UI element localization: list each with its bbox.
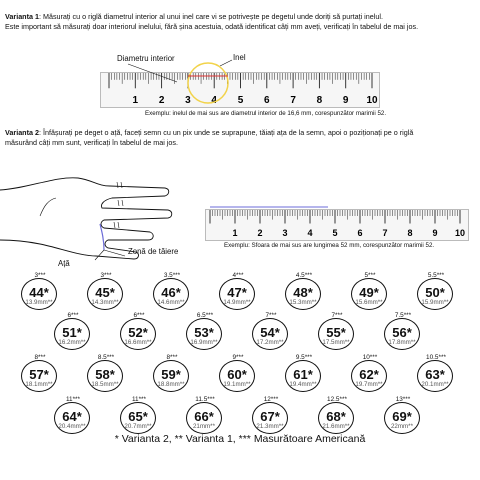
us-size-label: 10.5***: [426, 354, 446, 361]
us-size-label: 4.5***: [295, 272, 313, 279]
ring-size-item: [13, 272, 67, 312]
ruler-number: 10: [454, 228, 466, 238]
variant1-instructions: [5, 12, 475, 31]
variant1-caption: Exemplu: inelul de mai sus are diametrul interior de 16,6 mm, corespunzător marimii 52.: [145, 110, 387, 117]
ring-size-number: 63*: [425, 367, 445, 382]
diameter-pointer-line: [128, 64, 177, 82]
ring-size-item: [244, 396, 298, 436]
us-size-label: 8***: [166, 354, 178, 361]
ring-circle: [188, 63, 228, 103]
us-size-label: 6.5***: [196, 312, 214, 319]
diameter-mm: 20.1mm**: [421, 381, 449, 388]
ruler-number: 7: [290, 95, 296, 106]
ring-size-item: [79, 272, 133, 312]
ring-size-number: 67*: [260, 409, 280, 424]
us-size-label: 3***: [34, 272, 46, 279]
ring-size-item: [211, 354, 265, 394]
ruler-number: 3: [282, 228, 288, 238]
ring-size-number: 65*: [128, 409, 148, 424]
us-size-label: 5***: [364, 272, 376, 279]
ring-size-item: [376, 312, 430, 352]
us-size-label: 7.5***: [394, 312, 412, 319]
ring-size-item: [178, 396, 232, 436]
ring-size-table: [0, 272, 480, 434]
diameter-mm: 21mm**: [192, 423, 215, 430]
ring-size-number: 64*: [62, 409, 82, 424]
us-size-label: 11***: [131, 396, 147, 403]
diameter-mm: 17.2mm**: [256, 339, 284, 346]
diameter-mm: 20.4mm**: [58, 423, 86, 430]
ruler-number: 5: [332, 228, 338, 238]
ring-size-number: 59*: [161, 367, 181, 382]
ring-size-item: [112, 312, 166, 352]
us-size-label: 7***: [331, 312, 343, 319]
ring-size-item: [244, 312, 298, 352]
ring-size-item: [46, 312, 100, 352]
us-size-label: 8.5***: [97, 354, 115, 361]
ring-size-item: [310, 396, 364, 436]
ring-size-number: 53*: [194, 325, 214, 340]
ring-label: Inel: [233, 53, 246, 62]
ruler-number: 9: [432, 228, 438, 238]
diameter-mm: 19.1mm**: [223, 381, 251, 388]
diameter-mm: 15.9mm**: [421, 299, 449, 306]
inner-diameter-label: Diametru interior: [117, 54, 175, 63]
ruler-number: 9: [342, 95, 349, 106]
us-size-label: 4***: [232, 272, 244, 279]
ring-size-number: 61*: [293, 367, 313, 382]
ruler-number: 1: [132, 95, 139, 106]
ring-size-number: 60*: [227, 367, 247, 382]
us-size-label: 11.5***: [195, 396, 215, 403]
ruler-number: 7: [382, 228, 388, 238]
ruler-number: 5: [237, 95, 244, 106]
us-size-label: 12***: [263, 396, 279, 403]
ring-size-number: 56*: [392, 325, 412, 340]
ring-size-item: [145, 354, 199, 394]
diameter-mm: 15.6mm**: [355, 299, 383, 306]
ring-size-item: [46, 396, 100, 436]
ring-size-item: [112, 396, 166, 436]
us-size-label: 12.5***: [327, 396, 347, 403]
ruler-number: 3: [185, 95, 191, 106]
ring-size-number: 68*: [326, 409, 346, 424]
ring-size-number: 52*: [128, 325, 148, 340]
us-size-label: 8***: [34, 354, 46, 361]
ring-size-item: [310, 312, 364, 352]
us-size-label: 9***: [232, 354, 244, 361]
ring-size-number: 50*: [425, 285, 445, 300]
variant2-instructions: [5, 128, 475, 147]
diameter-mm: 17.5mm**: [322, 339, 350, 346]
us-size-label: 9.5***: [295, 354, 313, 361]
diameter-mm: 14.6mm**: [157, 299, 185, 306]
ring-size-number: 57*: [29, 367, 49, 382]
ring-size-number: 69*: [392, 409, 412, 424]
us-size-label: 3.5***: [163, 272, 181, 279]
diameter-mm: 18.5mm**: [91, 381, 119, 388]
variant1-text1: : Măsurați cu o riglă diametrul interior al unui inel care vi se potrivește pe degetul unde doriți să purtați inelul.: [38, 12, 383, 21]
variant2-caption: Exemplu: Sfoara de mai sus are lungimea 52 mm, corespunzător marimii 52.: [224, 242, 435, 249]
ring-size-item: [343, 272, 397, 312]
ruler-variant2-scale: [206, 210, 468, 240]
ruler-number: 4: [307, 228, 313, 238]
ring-size-item: [211, 272, 265, 312]
diameter-mm: 15.3mm**: [289, 299, 317, 306]
ring-size-number: 49*: [359, 285, 379, 300]
ruler-number: 8: [407, 228, 413, 238]
ring-size-item: [79, 354, 133, 394]
ring-size-number: 46*: [161, 285, 181, 300]
variant2-text2: măsurând câți mm sunt, verificați în tabelul de mai jos.: [5, 137, 178, 147]
ruler-number: 10: [366, 95, 378, 106]
ring-pointer-line: [220, 60, 232, 66]
diameter-mm: 16.2mm**: [58, 339, 86, 346]
us-size-label: 3***: [100, 272, 112, 279]
legend-footer: * Varianta 2, ** Varianta 1, *** Masurătoare Americană: [114, 433, 366, 445]
ruler-number: 6: [357, 228, 363, 238]
variant1-title: Varianta 1: [5, 12, 39, 21]
ring-size-item: [409, 272, 463, 312]
us-size-label: 10***: [362, 354, 378, 361]
us-size-label: 6***: [67, 312, 79, 319]
thread-on-ruler: [210, 205, 330, 209]
ruler-number: 1: [232, 228, 238, 238]
ruler-number: 2: [257, 228, 263, 238]
ring-size-number: 62*: [359, 367, 379, 382]
ring-size-item: [277, 354, 331, 394]
ruler-number: 6: [264, 95, 270, 106]
diameter-mm: 18.8mm**: [157, 381, 185, 388]
ring-size-number: 44*: [29, 285, 49, 300]
ring-size-number: 48*: [293, 285, 313, 300]
variant2-title: Varianta 2: [5, 128, 39, 137]
diameter-mm: 21.3mm**: [256, 423, 284, 430]
ruler-number: 2: [158, 95, 165, 106]
ring-size-number: 51*: [62, 325, 82, 340]
us-size-label: 6***: [133, 312, 145, 319]
ruler-variant2: [205, 209, 469, 241]
thread-label: Ață: [58, 259, 70, 268]
ring-illustration: [92, 50, 292, 110]
diameter-mm: 21.6mm**: [322, 423, 350, 430]
us-size-label: 13***: [395, 396, 411, 403]
diameter-mm: 19.4mm**: [289, 381, 317, 388]
ring-size-item: [376, 396, 430, 436]
ring-size-number: 58*: [95, 367, 115, 382]
diameter-mm: 13.9mm**: [25, 299, 53, 306]
us-size-label: 5.5***: [427, 272, 445, 279]
diameter-mm: 18.1mm**: [25, 381, 53, 388]
ring-size-item: [13, 354, 67, 394]
ring-size-number: 55*: [326, 325, 346, 340]
us-size-label: 11***: [65, 396, 81, 403]
ring-size-item: [178, 312, 232, 352]
diameter-mm: 16.6mm**: [124, 339, 152, 346]
us-size-label: 7***: [265, 312, 277, 319]
diameter-mm: 17.8mm**: [388, 339, 416, 346]
ruler-number: 8: [316, 95, 323, 106]
diameter-mm: 20.7mm**: [124, 423, 152, 430]
variant1-text2: Este important să măsurați doar interiorul inelului, fără șina acestuia, odată identificat câți mm aveți, verificați în tabelul de mai jos.: [5, 21, 419, 31]
diameter-mm: 16.9mm**: [190, 339, 218, 346]
ring-size-number: 66*: [194, 409, 214, 424]
diameter-mm: 22mm**: [390, 423, 413, 430]
diameter-mm: 14.3mm**: [91, 299, 119, 306]
cut-zone-label: Zonă de tăiere: [128, 247, 179, 256]
ring-size-item: [343, 354, 397, 394]
ring-size-number: 54*: [260, 325, 280, 340]
ring-size-item: [409, 354, 463, 394]
ring-size-item: [277, 272, 331, 312]
ring-size-number: 47*: [227, 285, 247, 300]
ring-size-number: 45*: [95, 285, 115, 300]
diameter-mm: 14.9mm**: [223, 299, 251, 306]
ruler-number: 4: [211, 95, 217, 106]
diameter-mm: 19.7mm**: [355, 381, 383, 388]
ring-size-item: [145, 272, 199, 312]
variant2-text1: : Înfășurați pe deget o ață, faceți semn cu un pix unde se suprapune, tăiați ața de la semn, apoi o poziționați pe o riglă: [38, 128, 414, 137]
